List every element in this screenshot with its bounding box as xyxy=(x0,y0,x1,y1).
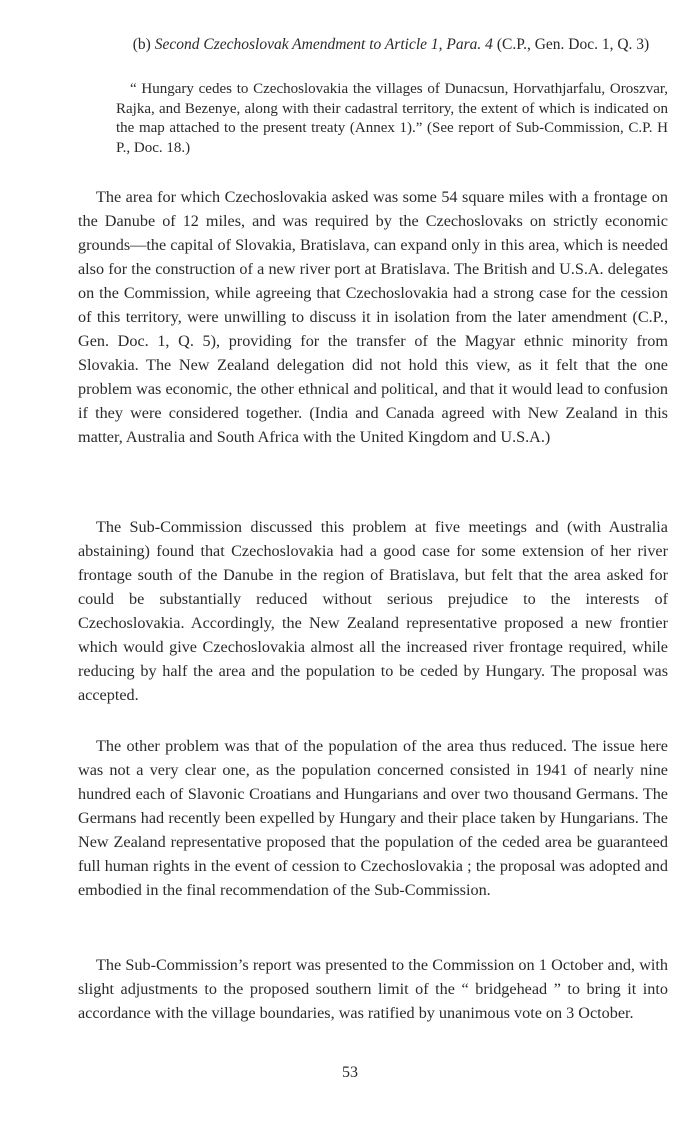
heading-reference: (C.P., Gen. Doc. 1, Q. 3) xyxy=(492,36,650,53)
page-number: 53 xyxy=(342,1064,358,1081)
body-paragraph: The area for which Czechoslovakia asked was some 54 square miles with a frontage on the Danube of 12 miles, and was required by the Czechoslovaks on strictly economic grounds—the capital of Slovakia, Bratislava, can expand only in this area, which is needed also for the construction of a new river port at Bratislava. The British and U.S.A. delegates on the Commission, while agreeing that Czechoslovakia had a strong case for the cession of this territory, were unwilling to discuss it in isolation from the later amendment (C.P., Gen. Doc. 1, Q. 5), providing for the transfer of the Magyar ethnic minority from Slovakia. The New Zealand delegation did not hold this view, as it felt that the one problem was economic, the other ethnical and political, and that it would lead to confusion if they were considered together. (India and Canada agreed with New Zealand in this matter, Australia and South Africa with the United Kingdom and U.S.A.) xyxy=(78,188,668,446)
heading-prefix: (b) xyxy=(132,36,155,53)
heading-title: Second Czechoslovak Amendment to Article 1, Para. 4 xyxy=(154,36,493,53)
body-paragraph: The other problem was that of the population of the area thus reduced. The issue here was not a very clear one, as the population concerned consisted in 1941 of nearly nine hundred each of Slavonic Croatians and Hungarians and over two thousand Germans. The Germans had recently been expelled by Hungary and their place taken by Hungarians. The New Zealand representative proposed that the population of the ceded area be guaranteed full human rights in the event of cession to Czechoslovakia ; the proposal was adopted and embodied in the final recommendation of the Sub-Commission. xyxy=(78,737,668,899)
body-paragraph: The Sub-Commission discussed this problem at five meetings and (with Australia abstaining) found that Czechoslovakia had a good case for some extension of her river frontage south of the Danube in the region of Bratislava, but felt that the area asked for could be substantially reduced without serious prejudice to the interests of Czechoslovakia. Accordingly, the New Zealand representative proposed a new frontier which would give Czechoslovakia almost all the increased river frontage required, while reducing by half the area and the population to be ceded by Hungary. The proposal was accepted. xyxy=(78,518,668,704)
body-paragraph: The Sub-Commission’s report was presented to the Commission on 1 October and, with slight adjustments to the proposed southern limit of the “ bridgehead ” to bring it into accordance with the village boundaries, was ratified by unanimous vote on 3 October. xyxy=(78,956,668,1022)
section-heading xyxy=(96,34,686,56)
block-quote: “ Hungary cedes to Czechoslovakia the villages of Dunacsun, Horvathjarfalu, Oroszvar, Rajka, and Bezenye, along with their cadastral territory, the extent of which is indicated on the map attached to the present treaty (Annex 1).” (See report of Sub-Commission, C.P. H P., Doc. 18.) xyxy=(116,81,668,156)
